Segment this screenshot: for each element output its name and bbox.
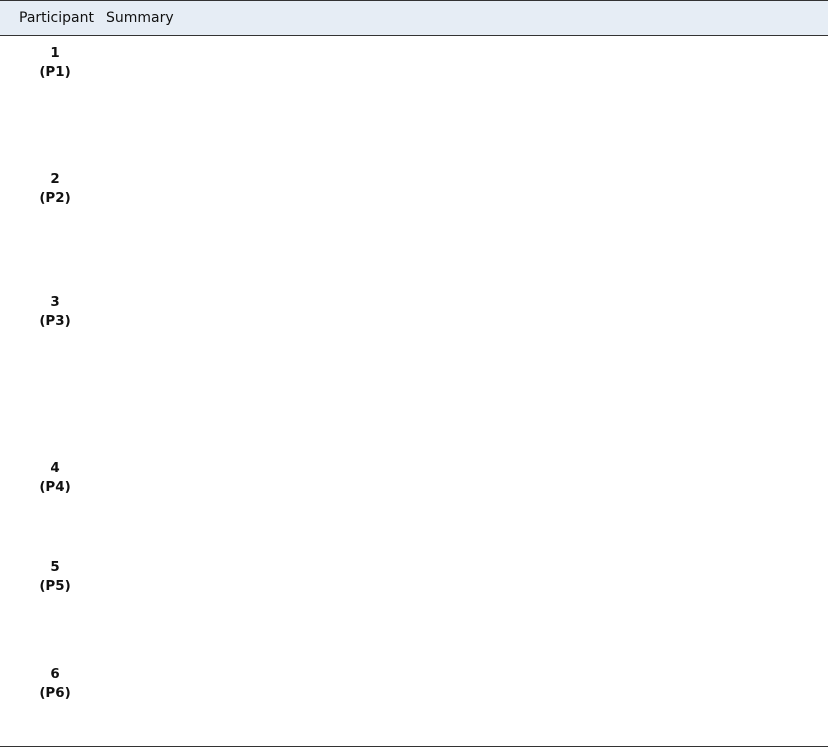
header-participant: Participant [19,10,94,26]
header-summary: Summary [106,10,174,26]
participant-code: (P4) [39,480,71,496]
participant-id [0,665,110,703]
participant-number: 4 [50,461,60,476]
participant-id [0,459,110,497]
participant-number: 3 [50,295,60,310]
table-bottom-rule [0,746,828,747]
table-header [0,0,828,36]
participant-number: 2 [50,172,60,187]
participant-id [0,558,110,596]
participant-number: 5 [50,560,60,575]
participant-code: (P5) [39,579,71,595]
participant-code: (P3) [39,314,71,330]
participant-id [0,44,110,82]
participant-code: (P1) [39,65,71,81]
participant-number: 6 [50,667,60,682]
participant-code: (P6) [39,686,71,702]
participant-id [0,293,110,331]
participant-id [0,170,110,208]
participant-number: 1 [50,46,60,61]
participant-code: (P2) [39,191,71,207]
